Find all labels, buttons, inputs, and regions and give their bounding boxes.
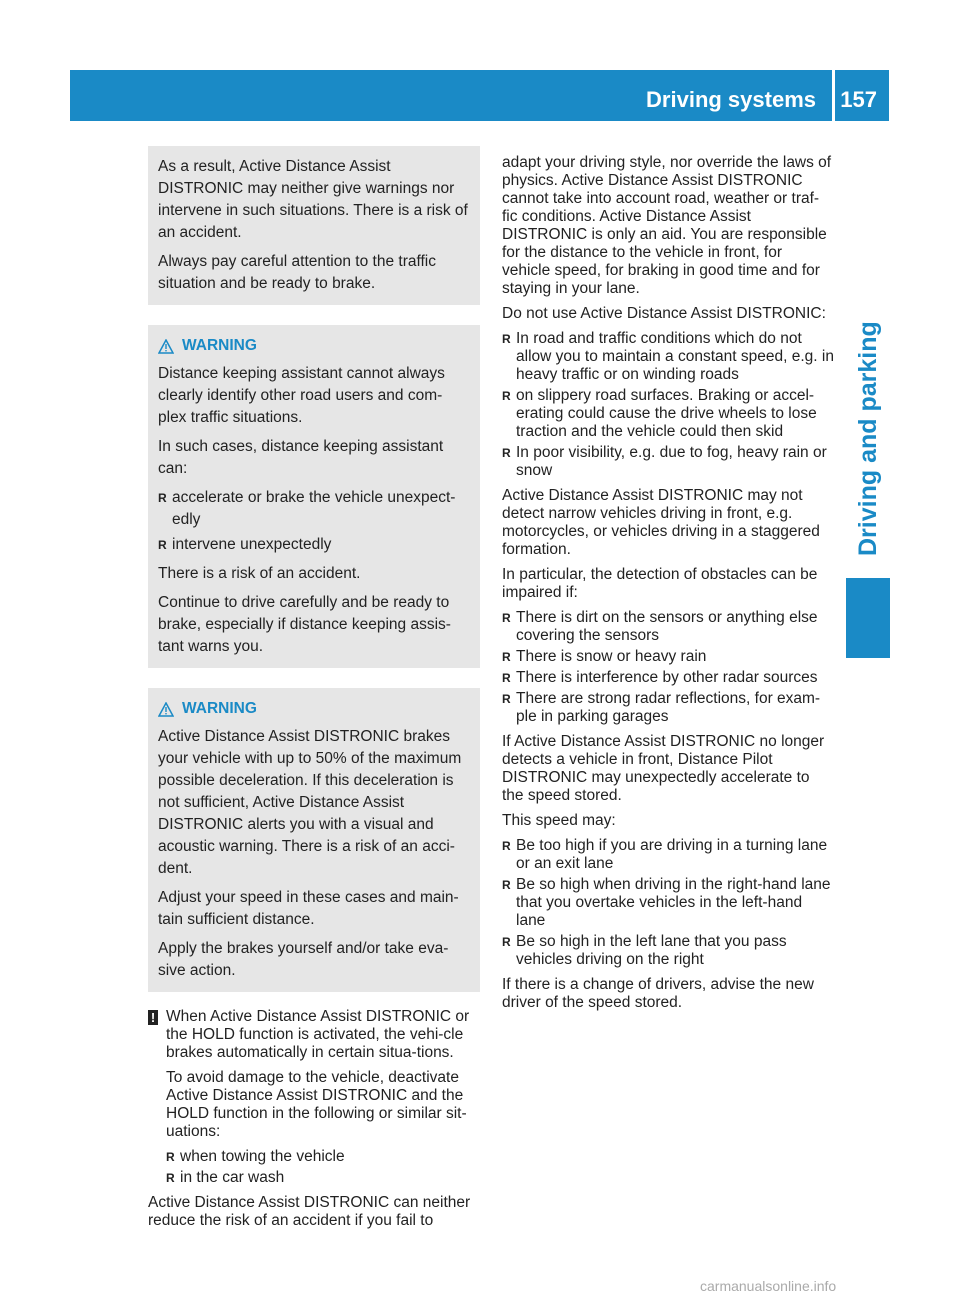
paragraph: As a result, Active Distance Assist DISTRONIC may neither give warnings nor intervene in such situations. There is a risk of an accident. — [158, 158, 468, 241]
paragraph: Active Distance Assist DISTRONIC can neither reduce the risk of an accident if you fail to — [148, 1194, 471, 1229]
right-column — [502, 154, 834, 1019]
exclamation-icon: ! — [148, 1010, 158, 1025]
left-column — [148, 146, 480, 1230]
warning-triangle-icon — [158, 702, 174, 717]
chapter-tab-marker — [846, 578, 890, 658]
list-item: R There is interference by other radar sources — [502, 669, 834, 687]
paragraph: In particular, the detection of obstacles can be impaired if: — [502, 566, 818, 601]
chapter-tab-label: Driving and parking — [854, 321, 882, 556]
damage-note — [148, 1008, 480, 1187]
bullet-list — [502, 609, 834, 726]
paragraph: Apply the brakes yourself and/or take eva-sive action. — [158, 940, 449, 979]
paragraph: Active Distance Assist DISTRONIC may not detect narrow vehicles driving in front, e.g. motorcycles, or vehicles driving in a staggered formation. — [502, 487, 820, 558]
paragraph: To avoid damage to the vehicle, deactivate Active Distance Assist DISTRONIC and the HOLD function in the following or similar sit-uations: — [166, 1069, 467, 1140]
warning-heading — [158, 335, 470, 357]
list-item: R In road and traffic conditions which do not allow you to maintain a constant speed, e.g. in heavy traffic or on winding roads — [502, 330, 834, 384]
paragraph: Continue to drive carefully and be ready to brake, especially if distance keeping assis-tant warns you. — [158, 594, 451, 655]
paragraph: When Active Distance Assist DISTRONIC or the HOLD function is activated, the vehi-cle brakes automatically in certain situa-tions. — [166, 1008, 470, 1061]
list-item: R when towing the vehicle — [166, 1148, 480, 1166]
paragraph: Adjust your speed in these cases and main-tain sufficient distance. — [158, 889, 459, 928]
paragraph: There is a risk of an accident. — [158, 565, 361, 582]
bullet-list — [502, 837, 834, 969]
list-item: R Be too high if you are driving in a turning lane or an exit lane — [502, 837, 834, 873]
warning-box-2 — [148, 688, 480, 992]
list-item: R In poor visibility, e.g. due to fog, heavy rain or snow — [502, 444, 834, 480]
paragraph: adapt your driving style, nor override the laws of physics. Active Distance Assist DISTRONIC cannot take into account road, weather or traf-fic conditions. Active Distance Assist DISTRONIC is only an aid. You are responsible for the distance to the vehicle in front, for vehicle speed, for braking in good time and for staying in your lane. — [502, 154, 832, 297]
paragraph: Always pay careful attention to the traffic situation and be ready to brake. — [158, 253, 437, 292]
list-item: R in the car wash — [166, 1169, 480, 1187]
paragraph: If there is a change of drivers, advise the new driver of the speed stored. — [502, 976, 814, 1011]
list-item: R There is dirt on the sensors or anything else covering the sensors — [502, 609, 834, 645]
paragraph: In such cases, distance keeping assistant can: — [158, 438, 444, 477]
watermark: carmanualsonline.info — [700, 1278, 837, 1294]
paragraph: Distance keeping assistant cannot always clearly identify other road users and com-plex traffic situations. — [158, 365, 445, 426]
list-item: R on slippery road surfaces. Braking or accel-erating could cause the drive wheels to lose traction and the vehicle could then skid — [502, 387, 834, 441]
list-item: R Be so high in the left lane that you pass vehicles driving on the right — [502, 933, 834, 969]
bullet-list — [158, 487, 470, 556]
bullet-list — [502, 330, 834, 480]
info-box — [148, 146, 480, 305]
list-item: R There is snow or heavy rain — [502, 648, 834, 666]
page-header — [70, 70, 889, 121]
warning-heading — [158, 698, 470, 720]
list-item: R There are strong radar reflections, for exam-ple in parking garages — [502, 690, 834, 726]
paragraph: Active Distance Assist DISTRONIC brakes your vehicle with up to 50% of the maximum possible deceleration. If this deceleration is not sufficient, Active Distance Assist DISTRONIC alerts you with a visual and acoustic warning. There is a risk of an acci-dent. — [158, 728, 462, 877]
paragraph: Do not use Active Distance Assist DISTRONIC: — [502, 305, 826, 322]
header-divider — [832, 70, 835, 121]
paragraph: If Active Distance Assist DISTRONIC no longer detects a vehicle in front, Distance Pilot DISTRONIC may unexpectedly accelerate to the speed stored. — [502, 733, 825, 804]
warning-triangle-icon — [158, 339, 174, 354]
section-title: Driving systems — [646, 87, 816, 112]
bullet-list — [166, 1148, 480, 1187]
warning-box-1 — [148, 325, 480, 668]
list-item: R Be so high when driving in the right-hand lane that you overtake vehicles in the left-hand lane — [502, 876, 834, 930]
warning-label: WARNING — [182, 337, 257, 354]
page-number: 157 — [840, 87, 877, 112]
warning-label: WARNING — [182, 700, 257, 717]
paragraph: This speed may: — [502, 812, 616, 829]
list-item: R intervene unexpectedly — [158, 534, 470, 556]
list-item: R accelerate or brake the vehicle unexpect-edly — [158, 487, 470, 531]
